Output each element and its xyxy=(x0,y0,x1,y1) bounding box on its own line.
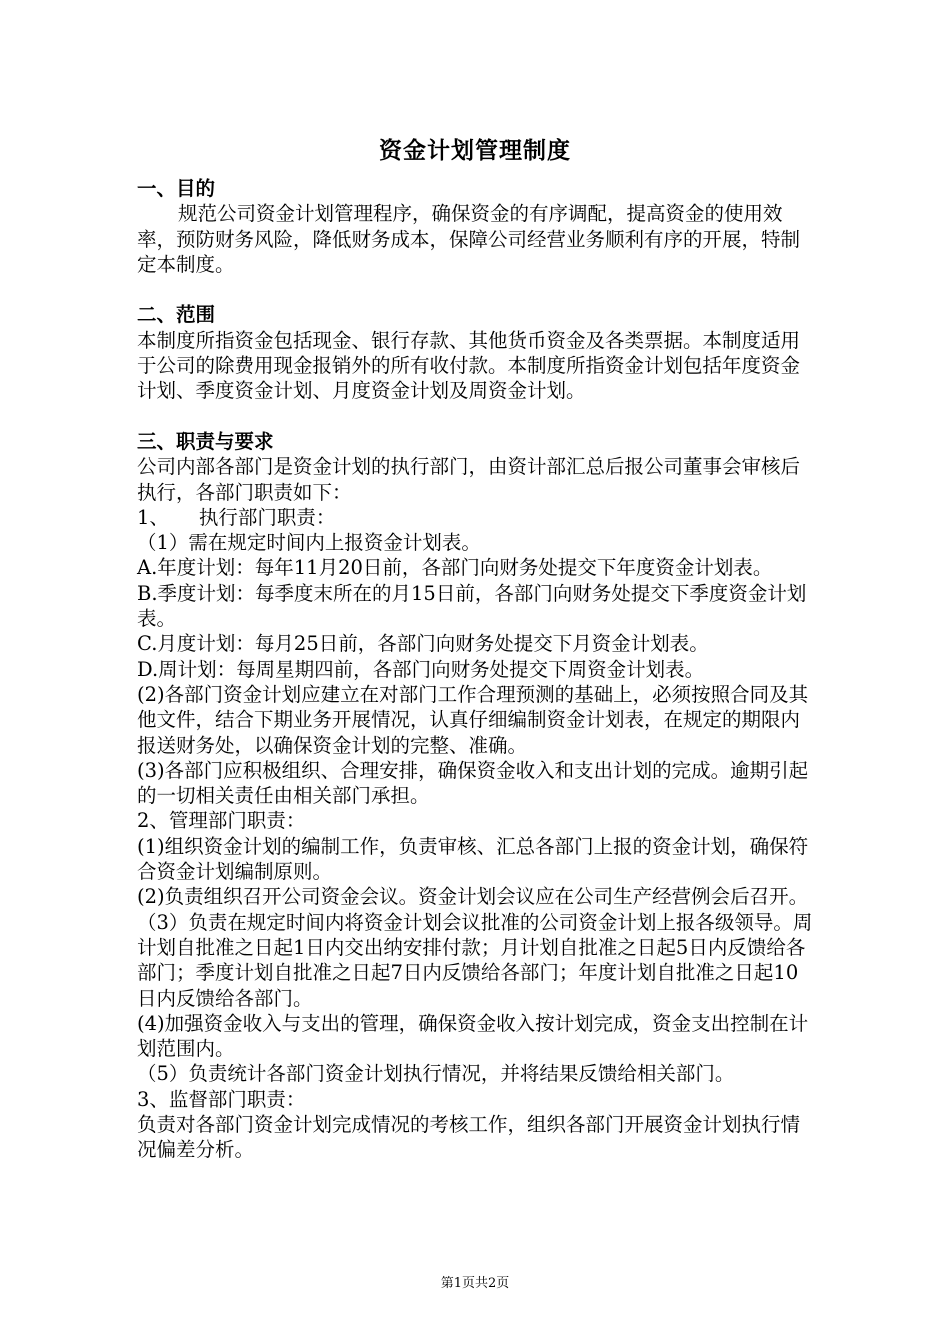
list-line: D.周计划：每周星期四前，各部门向财务处提交下周资金计划表。 xyxy=(137,657,705,681)
list-line: A.年度计划：每年11月20日前，各部门向财务处提交下年度资金计划表。 xyxy=(137,556,773,580)
list-line: （1）需在规定时间内上报资金计划表。 xyxy=(137,531,481,555)
list-line: (2)各部门资金计划应建立在对部门工作合理预测的基础上，必须按照合同及其他文件，结合下期业务开展情况，认真仔细编制资金计划表，在规定的期限内报送财务处，以确保资金计划的完整、准确。 xyxy=(137,682,809,757)
list-line: (4)加强资金收入与支出的管理，确保资金收入按计划完成，资金支出控制在计划范围内。 xyxy=(137,1011,809,1061)
paragraph-scope: 本制度所指资金包括现金、银行存款、其他货币资金及各类票据。本制度适用于公司的除费用现金报销外的所有收付款。本制度所指资金计划包括年度资金计划、季度资金计划、月度资金计划及周资金计划。 xyxy=(137,328,801,403)
section-heading-scope: 二、范围 xyxy=(137,303,216,327)
item-number: 1、 xyxy=(137,505,169,529)
item-supervision-dept: 3、监督部门职责： xyxy=(137,1087,306,1111)
document-body xyxy=(137,176,817,1163)
list-line: （5）负责统计各部门资金计划执行情况，并将结果反馈给相关部门。 xyxy=(137,1062,735,1086)
item-executing-dept xyxy=(137,505,817,530)
list-line: B.季度计划：每季度末所在的月15日前，各部门向财务处提交下季度资金计划表。 xyxy=(137,581,807,631)
item-title: 执行部门职责： xyxy=(198,505,336,529)
paragraph-intro: 公司内部各部门是资金计划的执行部门，由资计部汇总后报公司董事会审核后执行，各部门职责如下： xyxy=(137,455,801,504)
paragraph-purpose: 规范公司资金计划管理程序，确保资金的有序调配，提高资金的使用效率，预防财务风险，降低财务成本，保障公司经营业务顺利有序的开展，特制定本制度。 xyxy=(137,202,801,276)
section-heading-responsibilities: 三、职责与要求 xyxy=(137,429,274,453)
list-line: C.月度计划：每月25日前，各部门向财务处提交下月资金计划表。 xyxy=(137,632,709,656)
spacer xyxy=(137,404,817,429)
list-line: （3）负责在规定时间内将资金计划会议批准的公司资金计划上报各级领导。周计划自批准之日起1日内交出纳安排付款；月计划自批准之日起5日内反馈给各部门；季度计划自批准之日起7日内反馈给各部门；年度计划自批准之日起10日内反馈给各部门。 xyxy=(137,910,813,1010)
list-line: (3)各部门应积极组织、合理安排，确保资金收入和支出计划的完成。逾期引起的一切相关责任由相关部门承担。 xyxy=(137,758,809,808)
spacer xyxy=(137,277,817,302)
list-line: (1)组织资金计划的编制工作，负责审核、汇总各部门上报的资金计划，确保符合资金计划编制原则。 xyxy=(137,834,809,884)
list-line: 负责对各部门资金计划完成情况的考核工作，组织各部门开展资金计划执行情况偏差分析。 xyxy=(137,1112,801,1162)
item-management-dept: 2、管理部门职责： xyxy=(137,809,306,833)
section-heading-purpose: 一、目的 xyxy=(137,177,216,200)
document-title: 资金计划管理制度 xyxy=(379,137,571,164)
page-footer: 第1页共2页 xyxy=(440,1276,510,1291)
list-line: (2)负责组织召开公司资金会议。资金计划会议应在公司生产经营例会后召开。 xyxy=(137,885,809,909)
